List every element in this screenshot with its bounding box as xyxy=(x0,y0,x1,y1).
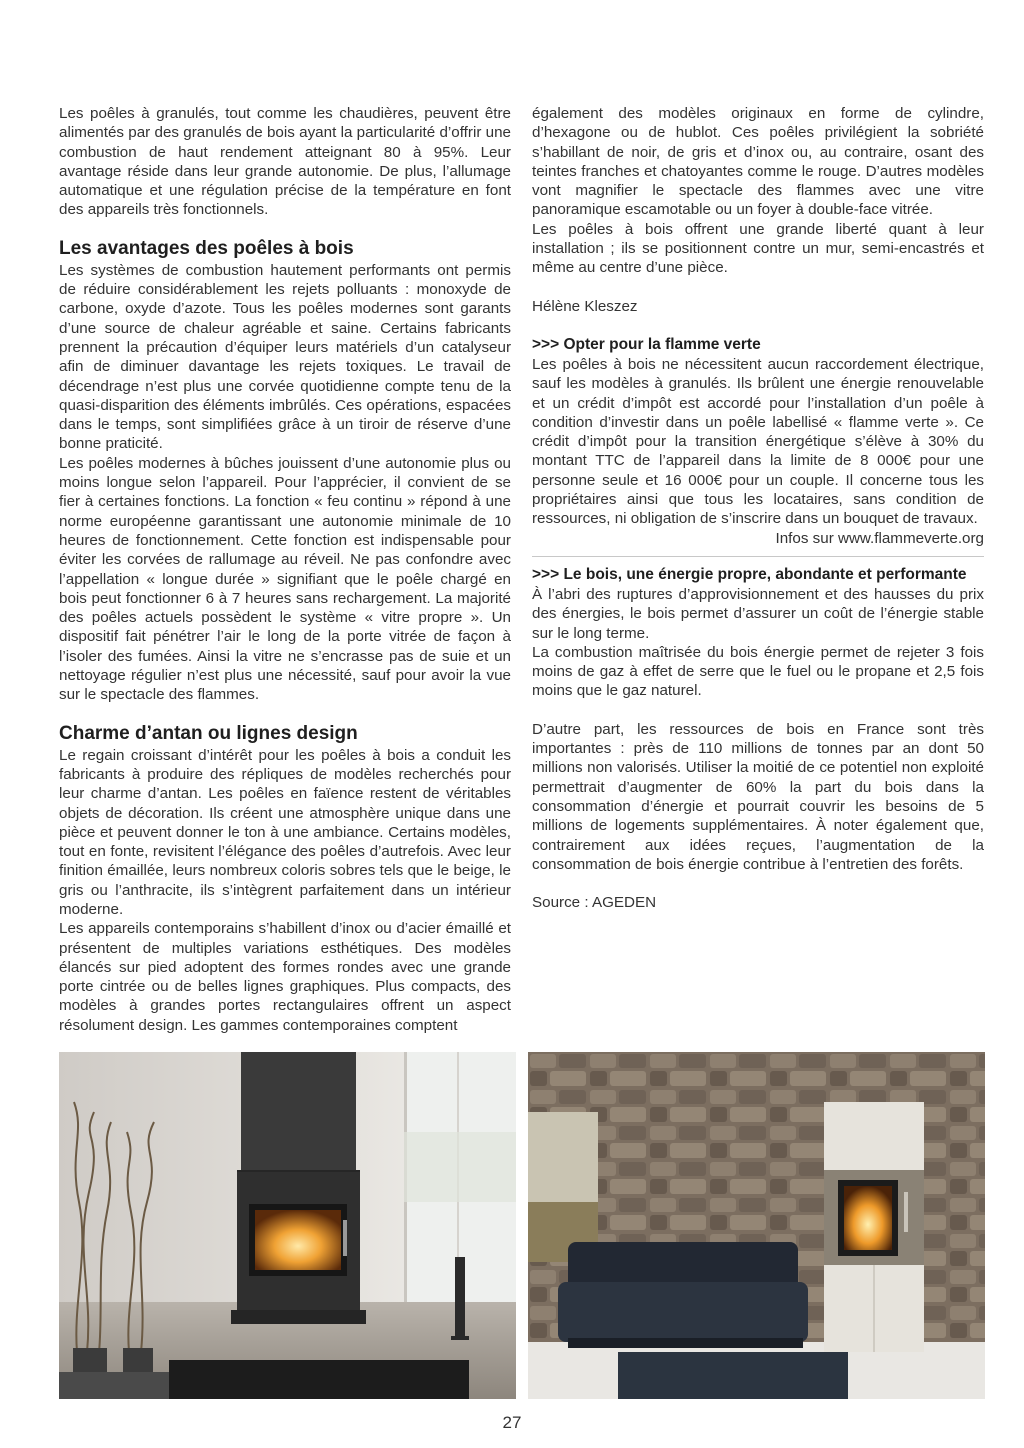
spacer xyxy=(532,278,984,297)
heading-bois-energie: >>> Le bois, une énergie propre, abondante et performante xyxy=(532,565,967,583)
heading-avantages: Les avantages des poêles à bois xyxy=(59,237,354,259)
photo-stone-wall-stove-illustration xyxy=(528,1052,985,1399)
infos-link-text: Infos sur www.flammeverte.org xyxy=(775,529,984,547)
bois-paragraph-3: D’autre part, les ressources de bois en France sont très importantes : près de 110 millions de tonnes par an dont 50 millions non valorisés. Utiliser la moitié de ce potentiel non exploité permettrait d’augmenter de 60% la part du bois dans la consommation d’énergie et pourrait couvrir les besoins de 5 millions de logements supplémentaires. À noter également que, contrairement aux idées reçues, l’augmentation de la consommation de bois énergie contribue à l’entretien des forêts. xyxy=(532,720,984,873)
continued-paragraph-1: également des modèles originaux en forme de cylindre, d’hexagone ou de hublot. Ces poêles privilégient la sobriété s’habillant de noir, de gris et d’inox ou, au contraire, osant des teintes franches et chatoyantes comme le rouge. D’autres modèles vont magnifier le spectacle des flammes avec une vitre panoramique escamotable ou un foyer à double-face vitrée. xyxy=(532,105,984,219)
flamme-verte-paragraph: Les poêles à bois ne nécessitent aucun raccordement électrique, sauf les modèles à granulés. Ils brûlent une énergie renouvelable et un crédit d’impôt est accordé pour l’installation d’un poêle à condition d’investir dans un poêle labellisé « flamme verte ». Ce crédit d’impôt pour la transition énergétique s’élève à 30% du montant TTC de l’appareil dans la limite de 8 000€ pour une personne seule et 16 000€ pour un couple. Il concerne tous les propriétaires ainsi que tous les locataires, sans condition de ressources, ni obligation de s’inscrire dans un bouquet de travaux. xyxy=(532,355,984,528)
bois-paragraph-2: La combustion maîtrisée du bois énergie permet de rejeter 3 fois moins de gaz à effet de serre que le fuel ou le propane et 2,5 fois moins que le gaz naturel. xyxy=(532,643,984,700)
source-credit: Source : AGEDEN xyxy=(532,894,657,912)
author-name: Hélène Kleszez xyxy=(532,297,638,315)
section-divider xyxy=(532,556,984,557)
charme-paragraph-2: Les appareils contemporains s’habillent d’inox ou d’acier émaillé et présentent de multiples variations esthétiques. Des modèles élancés sur pied adoptent des formes rondes avec une grande porte cintrée ou de belles lignes graphiques. Plus compacts, des modèles à grandes portes rectangulaires offrent un aspect résolument design. Les gammes contemporaines comptent xyxy=(59,920,511,1034)
avantages-paragraph-2: Les poêles modernes à bûches jouissent d’une autonomie plus ou moins longue selon l’appareil. Pour l’apprécier, il convient de se fier à certaines fonctions. La fonction « feu continu » répond à une norme européenne garantissant une autonomie minimale de 10 heures de fonctionnement. Cette fonction est indispensable pour éviter les corvées de rallumage au réveil. Ne pas confondre avec l’appellation « longue durée » signifiant que le poêle chargé en bois peut fonctionner 6 à 7 heures sans rechargement. La majorité des poêles actuels possèdent le système « vitre propre ». Un dispositif fait pénétrer l’air le long de la porte vitrée de façon à l’isoler des fumées. Ainsi la vitre ne s’encrasse pas de suie et un nettoyage régulier n’est plus une nécessité, sauf pour avoir la vue sur le spectacle des flammes. xyxy=(59,454,511,704)
photo-modern-stove xyxy=(59,1052,516,1399)
heading-flamme-verte: >>> Opter pour la flamme verte xyxy=(532,335,761,353)
bois-paragraph-1: À l’abri des ruptures d’approvisionnement et des hausses du prix des énergies, le bois permet d’assurer un coût de l’énergie stable sur le long terme. xyxy=(532,585,984,642)
right-column xyxy=(532,104,984,912)
spacer xyxy=(532,316,984,335)
continued-paragraph-2: Les poêles à bois offrent une grande liberté quant à leur installation ; ils se positionnent contre un mur, semi-encastrés et même au centre d’une pièce. xyxy=(532,220,984,277)
left-column xyxy=(59,104,511,1035)
photo-stone-wall-stove xyxy=(528,1052,985,1399)
charme-paragraph-1: Le regain croissant d’intérêt pour les poêles à bois a conduit les fabricants à produire des répliques de modèles recherchés pour leur charme d’antan. Les poêles en faïence restent de véritables objets de décoration. Ils créent une atmosphère unique dans une pièce et peuvent donner le ton à une ambiance. Certains modèles, tout en fonte, revisitent l’élégance des poêles d’autrefois. Avec leur finition émaillée, leurs nombreux coloris sobres tels que le beige, le gris ou l’anthracite, ils s’intègrent parfaitement dans un intérieur moderne. xyxy=(59,746,511,918)
intro-paragraph: Les poêles à granulés, tout comme les chaudières, peuvent être alimentés par des granulés de bois ayant la particularité d’offrir une combustion de haut rendement atteignant 80 à 95%. Leur avantage réside dans leur grande autonomie. De plus, l’allumage automatique et une régulation précise de la température en font des appareils très fonctionnels. xyxy=(59,105,511,219)
photo-modern-stove-illustration xyxy=(59,1052,516,1399)
page-number: 27 xyxy=(502,1413,522,1432)
spacer xyxy=(532,701,984,720)
heading-charme: Charme d’antan ou lignes design xyxy=(59,722,358,744)
avantages-paragraph-1: Les systèmes de combustion hautement performants ont permis de réduire considérablement les rejets polluants : monoxyde de carbone, oxyde d’azote. Tous les poêles modernes sont garants d’une source de chaleur agréable et saine. Certains fabricants prennent la précaution d’équiper leurs matériels d’un catalyseur afin de diminuer davantage les rejets toxiques. Le travail de décendrage n’est plus une corvée quotidienne compte tenu de la quasi-disparition des éléments imbrûlés. Ces opérations, espacées dans le temps, sont simplifiées grâce à un tiroir de réserve d’une bonne praticité. xyxy=(59,261,511,453)
spacer xyxy=(532,874,984,893)
